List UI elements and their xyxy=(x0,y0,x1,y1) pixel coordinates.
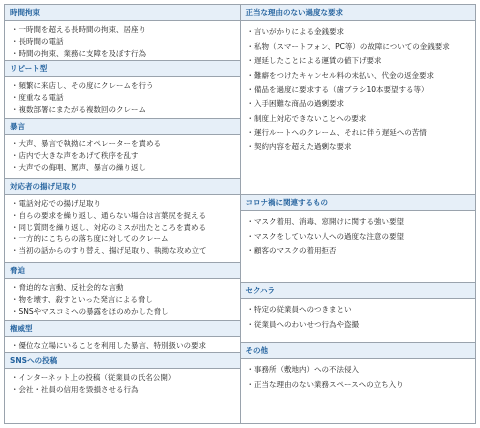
list-item: ・当初の話からのすり替え、揚げ足取り、執拗な攻め立て xyxy=(11,245,207,255)
category-items xyxy=(5,195,240,262)
category-heading: SNSへの投稿 xyxy=(5,353,240,369)
category-heading: 権威型 xyxy=(5,321,240,337)
list-item: ・私物（スマートフォン、PC等）の故障についての金銭要求 xyxy=(246,41,450,51)
category-heading: 時間拘束 xyxy=(5,5,240,21)
list-item: ・備品を過度に要求する（歯ブラシ10本要望する等） xyxy=(246,84,429,94)
list-item: ・SNSやマスコミへの暴露をほのめかした脅し xyxy=(11,306,169,316)
category-covid-related xyxy=(241,194,476,282)
list-item: ・入手困難な商品の過剰要求 xyxy=(246,99,344,109)
list-item: ・一方的にこちらの落ち度に対してのクレーム xyxy=(11,234,169,244)
category-items xyxy=(241,359,476,423)
category-threat xyxy=(5,262,240,320)
category-items xyxy=(241,21,476,194)
category-heading: リピート型 xyxy=(5,61,240,77)
category-authority xyxy=(5,320,240,352)
category-time-restraint xyxy=(5,5,240,60)
list-item: ・難癖をつけたキャンセル料の未払い、代金の返金要求 xyxy=(246,70,434,80)
category-heading: 対応者の揚げ足取り xyxy=(5,179,240,195)
list-item: ・電話対応での揚げ足取り xyxy=(11,199,101,209)
category-heading: その他 xyxy=(241,343,476,359)
list-item: ・一時間を超える長時間の拘束、居座り xyxy=(11,25,146,35)
list-item: ・運行ルートへのクレーム、それに伴う遅延への苦情 xyxy=(246,128,427,137)
list-item: ・事務所（敷地内）への不法侵入 xyxy=(246,365,359,375)
list-item: ・遅延したことによる運賃の値下げ要求 xyxy=(246,56,382,66)
list-item: ・特定の従業員へのつきまとい xyxy=(246,305,352,315)
category-items xyxy=(241,211,476,282)
category-items xyxy=(5,369,240,423)
left-column xyxy=(5,5,240,423)
list-item: ・正当な理由のない業務スペースへの立ち入り xyxy=(246,379,404,389)
list-item: ・物を壊す、殺すといった発言による脅し xyxy=(11,294,153,304)
category-other xyxy=(241,342,476,423)
list-item: ・度重なる電話 xyxy=(11,92,64,102)
category-excessive-demands xyxy=(241,5,476,194)
list-item: ・マスクをしていない人への過度な注意の要望 xyxy=(246,231,404,241)
list-item: ・言いがかりによる金銭要求 xyxy=(246,27,344,37)
list-item: ・大声、暴言で執拗にオペレーターを責める xyxy=(11,139,161,149)
category-nitpicking xyxy=(5,178,240,262)
list-item: ・制度上対応できないことへの要求 xyxy=(246,113,367,123)
list-item: ・会社・社員の信用を毀損させる行為 xyxy=(11,384,139,394)
category-heading: セクハラ xyxy=(241,283,476,299)
list-item: ・自らの要求を繰り返し、通らない場合は言葉尻を捉える xyxy=(11,210,206,220)
list-item: ・契約内容を超えた過剰な要求 xyxy=(246,142,352,152)
list-item: ・優位な立場にいることを利用した暴言、特別扱いの要求 xyxy=(11,341,206,351)
category-items xyxy=(5,135,240,178)
category-heading: 正当な理由のない過度な要求 xyxy=(241,5,476,21)
list-item: ・長時間の電話 xyxy=(11,36,64,46)
category-items xyxy=(5,279,240,322)
list-item: ・大声での侮唱、罵声、暴言の繰り返し xyxy=(11,162,146,172)
list-item: ・同じ質問を繰り返し、対応のミスが出たところを責める xyxy=(11,222,206,232)
right-column xyxy=(240,5,476,423)
category-items xyxy=(5,77,240,120)
list-item: ・複数部署にまたがる複数回のクレーム xyxy=(11,104,146,114)
category-repeat xyxy=(5,60,240,118)
list-item: ・従業員へのわいせつ行為や盗撮 xyxy=(246,319,359,329)
list-item: ・頻繁に来店し、その度にクレームを行う xyxy=(11,81,154,91)
category-verbal-abuse xyxy=(5,118,240,178)
list-item: ・脅迫的な言動、反社会的な言動 xyxy=(11,283,124,293)
category-items xyxy=(241,299,476,342)
category-heading: 暴言 xyxy=(5,119,240,135)
harassment-categories-table xyxy=(4,4,476,424)
category-heading: コロナ禍に関連するもの xyxy=(241,195,476,211)
list-item: ・マスク着用、消毒、窓開けに関する強い要望 xyxy=(246,217,404,227)
list-item: ・時間の拘束、業務に支障を及ぼす行為 xyxy=(11,48,146,58)
list-item: ・インターネット上の投稿（従業員の氏名公開） xyxy=(11,373,176,383)
category-sexual-harassment xyxy=(241,282,476,342)
list-item: ・顧客のマスクの着用拒否 xyxy=(246,246,337,256)
category-items xyxy=(5,21,240,64)
list-item: ・店内で大きな声をあげて秩序を乱す xyxy=(11,150,139,160)
category-sns-posting xyxy=(5,352,240,423)
category-heading: 脅迫 xyxy=(5,263,240,279)
